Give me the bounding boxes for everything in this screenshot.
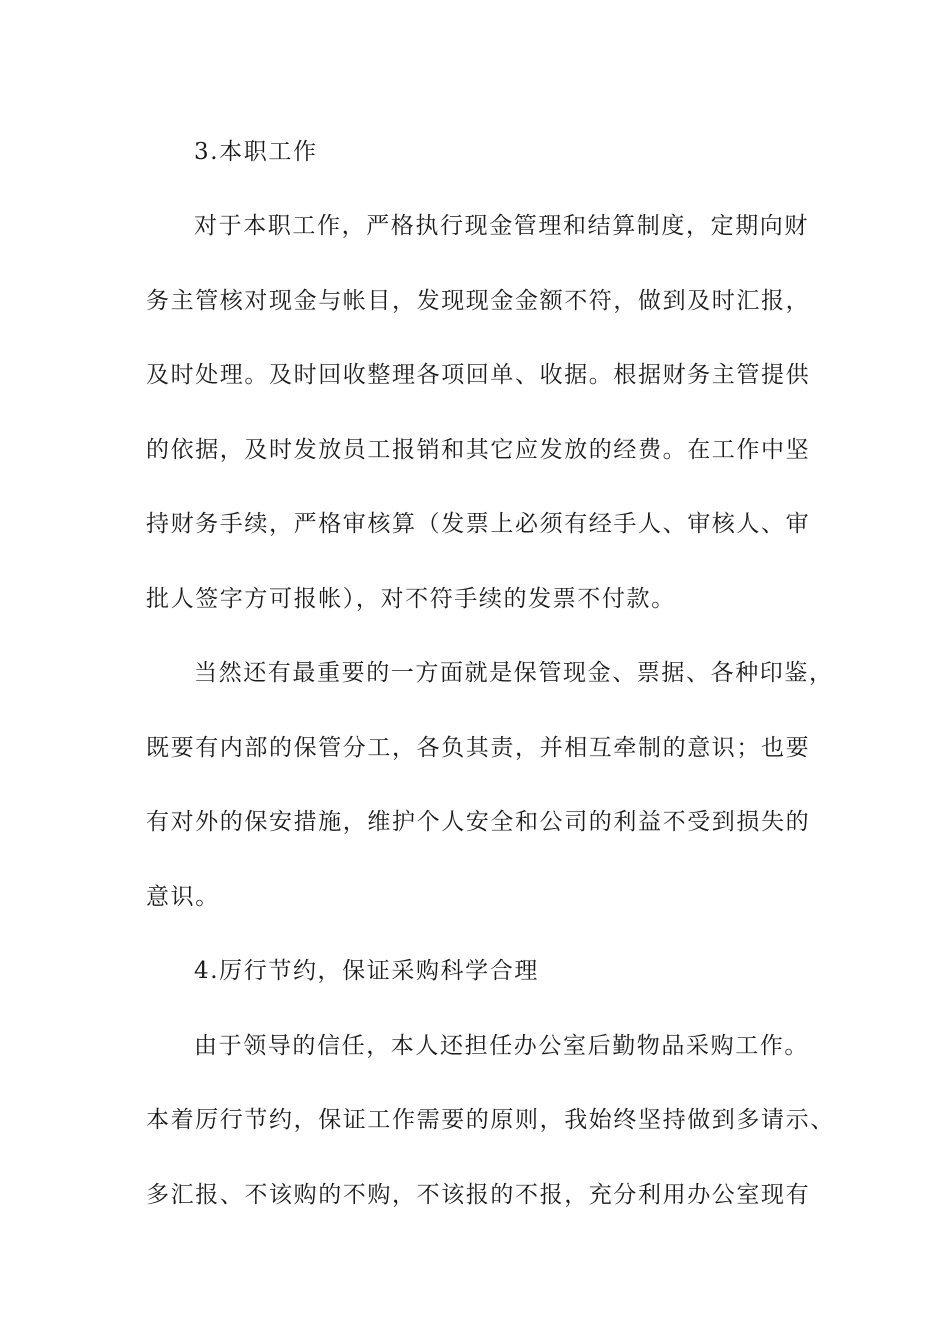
paragraph-line: 由于领导的信任，本人还担任办公室后勤物品采购工作。: [194, 1033, 809, 1059]
paragraph-line: 批人签字方可报帐），对不符手续的发票不付款。: [146, 586, 676, 612]
section-heading-4: 4.厉行节约，保证采购科学合理: [194, 958, 539, 984]
section-heading-3: 3.本职工作: [194, 139, 318, 165]
paragraph-line: 多汇报、不该购的不购，不该报的不报，充分利用办公室现有: [146, 1182, 811, 1208]
paragraph-line: 对于本职工作，严格执行现金管理和结算制度，定期向财: [194, 213, 809, 239]
paragraph-line: 本着厉行节约，保证工作需要的原则，我始终坚持做到多请示、: [146, 1107, 835, 1133]
paragraph-line: 务主管核对现金与帐目，发现现金金额不符，做到及时汇报，: [146, 288, 811, 314]
paragraph-line: 意识。: [146, 884, 220, 910]
paragraph-line: 有对外的保安措施，维护个人安全和公司的利益不受到损失的: [146, 809, 811, 835]
paragraph-line: 持财务手续，严格审核算（发票上必须有经手人、审核人、审: [146, 511, 811, 537]
paragraph-line: 的依据，及时发放员工报销和其它应发放的经费。在工作中坚: [146, 437, 811, 463]
paragraph-line: 当然还有最重要的一方面就是保管现金、票据、各种印鉴，: [194, 660, 834, 686]
paragraph-line: 既要有内部的保管分工，各负其责，并相互牵制的意识；也要: [146, 735, 811, 761]
paragraph-line: 及时处理。及时回收整理各项回单、收据。根据财务主管提供: [146, 362, 811, 388]
